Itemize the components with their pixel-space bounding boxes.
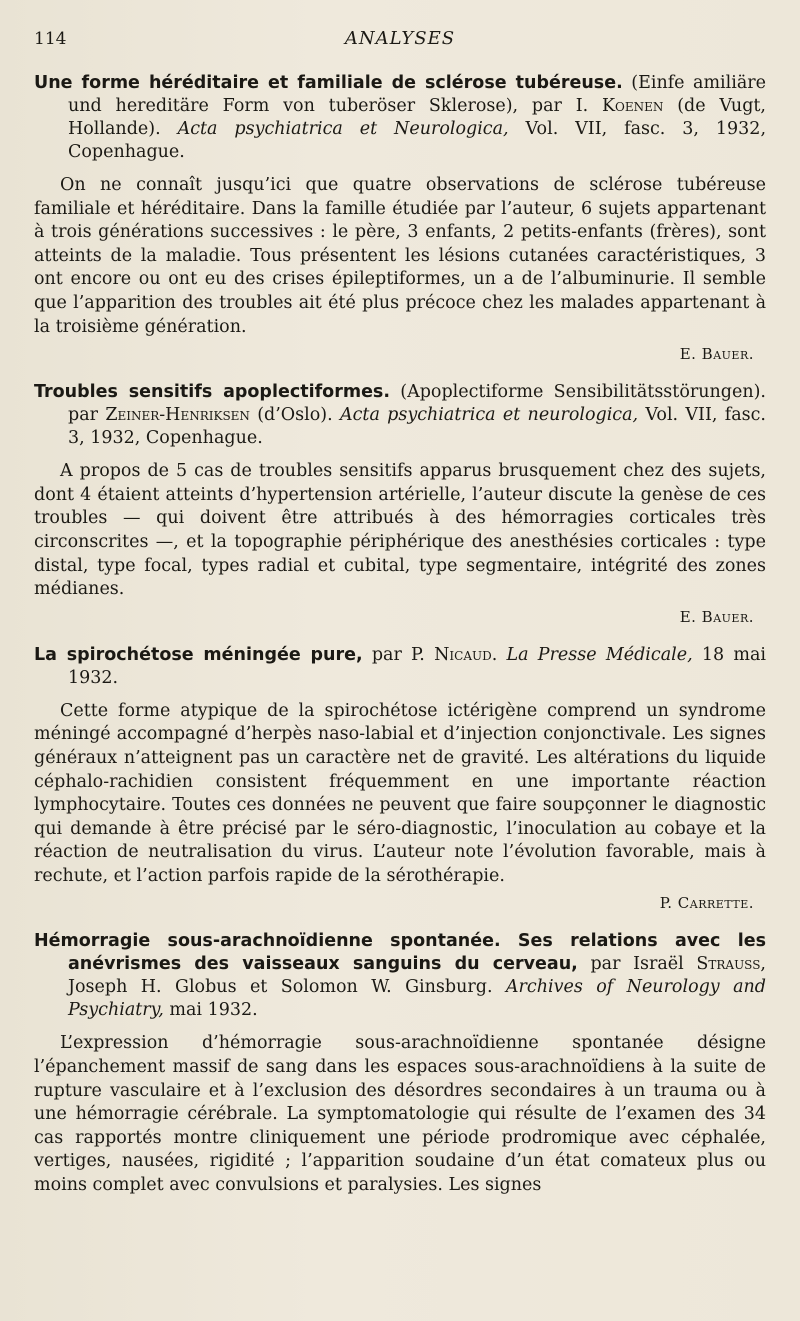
page-number: 114 — [34, 29, 67, 49]
article-title: Troubles sensitifs apoplectiformes. — [34, 382, 390, 403]
article-3 — [34, 644, 766, 913]
article-subtitle: (Einfe amiliäre und hereditäre Form von tuberöser Sklerose), par I. — [68, 73, 767, 116]
article-author-after: . — [491, 644, 507, 665]
article-title: Une forme héréditaire et familiale de sclérose tubéreuse. — [34, 73, 623, 93]
article-author: Nicaud — [434, 644, 492, 665]
article-ref: Vol. VII, fasc. 3, 1932, Copenhague. — [68, 119, 767, 162]
article-1 — [34, 72, 766, 363]
article-heading — [34, 72, 766, 164]
article-body: A propos de 5 cas de troubles sensitifs apparus brusquement chez des sujets, dont 4 étaient atteints d’hypertension artérielle, l’auteur discute la genèse de ces troubles — qui doivent être attribués à des hémorragies corticales très circonscrites —, et la topographie périphérique des anesthésies corticales : type distal, type focal, types radial et cubital, type segmentaire, intégrité des zones médianes. — [34, 461, 766, 600]
article-author: Zeiner-Henriksen — [105, 405, 250, 426]
article-body: L’expression d’hémorragie sous-arachnoïdienne spontanée désigne l’épanchement massif de sang dans les espaces sous-arachnoïdiens à la suite de rupture vasculaire et à l’exclusion des désordres secondaires à un trauma ou à une hémorragie cérébrale. La symptomatologie qui résulte de l’examen des 34 cas rapportés montre cliniquement une période prodromique avec céphalée, vertiges, nausées, rigidité ; l’apparition soudaine d’un état comateux plus ou moins complet avec convulsions et paralysies. Les signes — [34, 1033, 766, 1196]
article-signature: E. Bauer. — [679, 345, 754, 364]
article-signature: E. Bauer. — [679, 607, 754, 626]
article-journal: La Presse Médicale, — [506, 644, 693, 665]
article-2 — [34, 381, 766, 626]
article-ref: mai 1932. — [163, 1000, 258, 1021]
article-journal: Archives of Neurology and Psychiatry, — [68, 977, 766, 1021]
article-author: Strauss — [696, 954, 761, 975]
article-author: Koenen — [601, 96, 664, 116]
article-body: On ne connaît jusqu’ici que quatre observations de sclérose tubéreuse familiale et héréditaire. Dans la famille étudiée par l’auteur, 6 sujets appartenant à trois générations successives : le père, 3 enfants, 2 petits-enfants (frères), sont atteints de la maladie. Tous présentent les lésions cutanées caractéristiques, 3 ont encore ou ont eu des crises épileptiformes, un a de l’albuminurie. Il semble que l’apparition des troubles ait été plus précoce chez les malades appartenant à la troisième génération. — [34, 175, 766, 337]
article-subtitle: (Apoplectiforme Sensibilitätsstörungen). par — [68, 382, 766, 426]
article-ref: Vol. VII, fasc. 3, 1932, Copenhague. — [68, 405, 766, 449]
article-subtitle: par Israël — [577, 954, 697, 975]
article-subtitle: par P. — [362, 644, 435, 665]
article-author-after: (de Vugt, Hollande). — [68, 96, 766, 139]
article-author-after: (d’Oslo). — [249, 405, 340, 426]
article-ref: 18 mai 1932. — [68, 644, 766, 688]
running-title: ANALYSES — [344, 28, 456, 49]
article-4 — [34, 930, 766, 1197]
article-signature: P. Carrette. — [659, 894, 754, 913]
article-heading — [34, 644, 766, 690]
article-title: La spirochétose méningée pure, — [34, 644, 363, 665]
article-journal: Acta psychiatrica et Neurologica, — [177, 119, 509, 139]
article-author-after: , Joseph H. Globus et Solomon W. Ginsburg. — [68, 954, 766, 998]
article-heading — [34, 381, 766, 450]
article-heading — [34, 930, 766, 1022]
page-header — [34, 28, 766, 62]
article-title: Hémorragie sous-arachnoïdienne spontanée. Ses relations avec les anévrismes des vaisseaux sanguins du cerveau, — [34, 931, 766, 975]
article-journal: Acta psychiatrica et neurologica, — [339, 405, 639, 426]
article-body: Cette forme atypique de la spirochétose ictérigène comprend un syndrome méningé accompagné d’herpès naso-labial et d’injection conjonctivale. Les signes généraux n’atteignent pas un caractère net de gravité. Les altérations du liquide céphalo-rachidien consistent fréquemment en une importante réaction lymphocytaire. Toutes ces données ne peuvent que faire soupçonner le diagnostic qui demande à être précisé par le séro-diagnostic, l’inoculation au cobaye et la réaction de neutralisation du virus. L’auteur note l’évolution favorable, mais à rechute, et l’action parfois rapide de la sérothérapie. — [34, 700, 766, 886]
